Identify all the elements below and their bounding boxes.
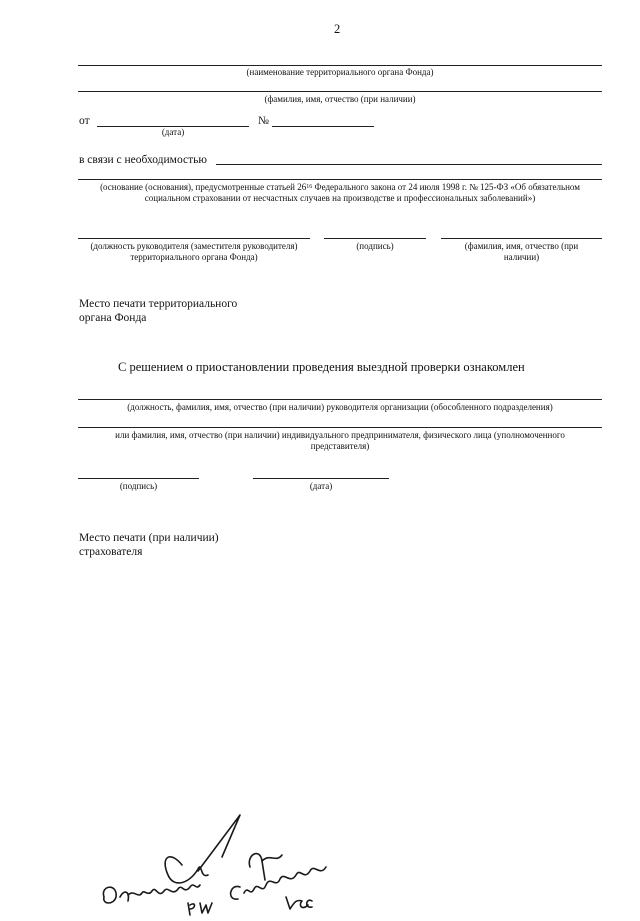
head-fio-caption xyxy=(441,241,602,263)
reason-label: в связи с необходимостью xyxy=(79,154,207,166)
individual-caption xyxy=(78,430,602,452)
territorial-body-caption: (наименование территориального органа Фонда) xyxy=(246,67,434,77)
insured-stamp-label-line2: страхователя xyxy=(79,546,143,558)
page-number: 2 xyxy=(334,22,341,36)
basis-caption-post: Федерального закона от 24 июля 1998 г. № 125-ФЗ «Об обязательном xyxy=(312,182,580,192)
territorial-body-line xyxy=(78,65,602,66)
head-position-line xyxy=(78,238,310,239)
individual-caption-line1: или фамилия, имя, отчество (при наличии) индивидуального предпринимателя, физического лица (уполномоченного xyxy=(115,430,565,440)
head-fio-line xyxy=(441,238,602,239)
insured-signature-caption: (подпись) xyxy=(119,481,158,491)
insured-date-caption: (дата) xyxy=(309,481,333,491)
head-position-caption-line1: (должность руководителя (заместителя руководителя) xyxy=(90,241,298,251)
individual-line xyxy=(78,427,602,428)
insured-date-line xyxy=(253,478,389,479)
basis-caption-pre: (основание (основания), предусмотренные статьей 26 xyxy=(100,182,307,192)
insured-stamp-label xyxy=(79,531,219,559)
head-signature-caption: (подпись) xyxy=(356,241,394,251)
basis-caption xyxy=(78,182,602,204)
head-signature-line xyxy=(324,238,426,239)
reason-line-2 xyxy=(78,179,602,180)
head-fio-caption-line1: (фамилия, имя, отчество (при xyxy=(464,241,579,251)
fund-stamp-label xyxy=(79,297,237,325)
date-caption: (дата) xyxy=(161,127,185,137)
number-label: № xyxy=(258,115,269,127)
org-head-line xyxy=(78,399,602,400)
head-fio-caption-line2: наличии) xyxy=(503,252,540,262)
fio-line xyxy=(78,91,602,92)
fund-stamp-label-line2: органа Фонда xyxy=(79,312,147,324)
head-position-caption xyxy=(78,241,310,263)
fund-stamp-label-line1: Место печати территориального xyxy=(79,298,238,310)
acknowledgement-text: С решением о приостановлении проведения выездной проверки ознакомлен xyxy=(118,360,525,374)
insured-signature-line xyxy=(78,478,199,479)
individual-caption-line2: представителя) xyxy=(310,441,370,451)
fio-caption: (фамилия, имя, отчество (при наличии) xyxy=(264,94,416,104)
basis-caption-sup: 16 xyxy=(306,184,313,190)
head-position-caption-line2: территориального органа Фонда) xyxy=(130,252,258,262)
reason-line xyxy=(216,164,602,165)
handwritten-signatures xyxy=(90,805,340,917)
org-head-caption: (должность, фамилия, имя, отчество (при наличии) руководителя организации (обособленного подразделения) xyxy=(127,402,553,412)
basis-caption-line2: социальном страховании от несчастных случаев на производстве и профессиональных заболеваний») xyxy=(144,193,536,203)
insured-stamp-label-line1: Место печати (при наличии) xyxy=(79,532,219,544)
from-label: от xyxy=(79,115,90,127)
number-line xyxy=(272,126,374,127)
